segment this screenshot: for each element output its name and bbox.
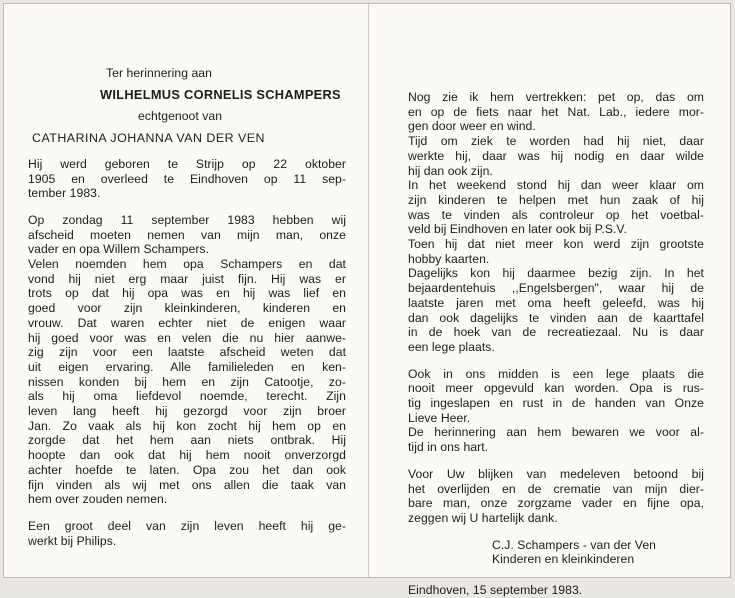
right-column xyxy=(408,90,704,598)
spouse-name: CATHARINA JOHANNA VAN DER VEN xyxy=(32,131,265,146)
text-line: laatste jaren met oma heeft geleefd, was hij xyxy=(408,295,704,310)
paragraph xyxy=(408,90,704,355)
text-line: vond hij niet erg maar juist fijn. Hij was er xyxy=(28,271,346,286)
spouse-label: echtgenoot van xyxy=(138,109,223,124)
paragraph xyxy=(28,213,346,507)
text-line: het overlijden en de crematie van mijn dier- xyxy=(408,481,704,496)
text-line: In het weekend stond hij dan weer klaar om xyxy=(408,178,704,193)
text-line: dan ook dagelijks te vinden aan de kaarttafel xyxy=(408,310,704,325)
text-line: De herinnering aan hem bewaren we voor al- xyxy=(408,425,704,440)
text-line: tember 1983. xyxy=(28,186,101,201)
deceased-name: WILHELMUS CORNELIS SCHAMPERS xyxy=(100,86,341,102)
text-line: veld bij Eindhoven en later ook bij P.S.V. xyxy=(408,222,627,237)
text-line: Voor Uw blijken van medeleven betoond bij xyxy=(408,466,704,481)
text-line: zig zijn voor een laatste afscheid weten dat xyxy=(28,345,346,360)
text-line: leven lang heeft hij gezorgd voor zijn broer xyxy=(28,404,346,419)
text-line: nissen konden bij hem en zijn Catootje, zo- xyxy=(28,374,346,389)
text-line: Jan. Zo vaak als hij kon zocht hij hem op en xyxy=(28,418,346,433)
text-line: hobby kaarten. xyxy=(408,251,490,266)
text-line: en op de fiets naar het Nat. Lab., iedere mor- xyxy=(408,104,704,119)
text-line: Velen noemden hem opa Schampers en dat xyxy=(28,257,346,272)
text-line: bare man, onze zorgzame vader en fijne opa, xyxy=(408,496,704,511)
memorial-card xyxy=(3,3,731,598)
text-line: bejaardentehuis ,,Engelsbergen", waar hij de xyxy=(408,281,704,296)
text-line: tig ingeslapen en rust in de handen van Onze xyxy=(408,396,704,411)
text-line: trots op dat hij opa was en hij was lief en xyxy=(28,286,346,301)
paragraph xyxy=(408,367,704,455)
signature-family: Kinderen en kleinkinderen xyxy=(492,552,635,567)
text-line: een lege plaats. xyxy=(408,339,495,354)
signature-name: C.J. Schampers - van der Ven xyxy=(492,537,656,552)
text-line: hij goed voor was en velen die nu hier aanwe- xyxy=(28,330,346,345)
paragraph xyxy=(28,519,346,548)
text-line: was te vinden als controleur op het voetbal- xyxy=(408,207,704,222)
text-line: werkt bij Philips. xyxy=(28,533,117,548)
text-line: vader en opa Willem Schampers. xyxy=(28,242,210,257)
text-line: tijd in ons hart. xyxy=(408,440,489,455)
right-paragraphs xyxy=(408,90,704,526)
text-line: Dagelijks kon hij daarmee bezig zijn. In het xyxy=(408,266,704,281)
text-line: nooit meer opgevuld kan worden. Opa is rus- xyxy=(408,381,704,396)
text-line: Nog zie ik hem vertrekken: pet op, das om xyxy=(408,90,704,104)
place-date: Eindhoven, 15 september 1983. xyxy=(408,583,583,598)
text-line: hoopte dan ook dat hij hem nooit onverzorgd xyxy=(28,448,346,463)
text-line: Ook in ons midden is een lege plaats die xyxy=(408,366,704,381)
text-line: zeggen wij U hartelijk dank. xyxy=(408,510,558,525)
fold-line xyxy=(368,4,369,577)
text-line: als hij oma liefdevol noemde, terecht. Zijn xyxy=(28,389,346,404)
text-line: Hij werd geboren te Strijp op 22 oktober xyxy=(28,156,346,171)
text-line: achter hoefde te laten. Opa zou het dan ook xyxy=(28,462,346,477)
intro-text: Ter herinnering aan xyxy=(106,66,212,80)
left-column xyxy=(28,66,346,548)
text-line: 1905 en overleed te Eindhoven op 11 sep- xyxy=(28,171,346,186)
text-line: vrouw. Dat waren echter niet de enigen waar xyxy=(28,315,346,330)
text-line: Toen hij dat niet meer kon werd zijn grootste xyxy=(408,237,704,252)
text-line: gen door weer en wind. xyxy=(408,119,536,134)
left-paragraphs xyxy=(28,157,346,549)
paragraph xyxy=(28,157,346,201)
text-line: Op zondag 11 september 1983 hebben wij xyxy=(28,212,346,227)
text-line: goed voor zijn kleinkinderen, kinderen en xyxy=(28,301,346,316)
text-line: hem over zouden nemen. xyxy=(28,492,168,507)
text-line: zijn kinderen te helpen met hun zaak of hij xyxy=(408,192,704,207)
text-line: zorgde dat het hem aan niets ontbrak. Hij xyxy=(28,433,346,448)
text-line: Een groot deel van zijn leven heeft hij ge- xyxy=(28,518,346,533)
text-line: in de hoek van de recreatiezaal. Nu is daar xyxy=(408,325,704,340)
text-line: afscheid moeten nemen van mijn man, onze xyxy=(28,227,346,242)
text-line: fijn vinden als wij met ons allen die taak van xyxy=(28,477,346,492)
text-line: Lieve Heer. xyxy=(408,410,471,425)
text-line: Tijd om ziek te worden had hij niet, daar xyxy=(408,134,704,149)
paragraph xyxy=(408,467,704,526)
text-line: werkte hij, daar was hij nodig en daar wilde xyxy=(408,148,704,163)
text-line: uit eigen ervaring. Alle familieleden en ken- xyxy=(28,359,346,374)
text-line: hij dan ook zijn. xyxy=(408,163,493,178)
